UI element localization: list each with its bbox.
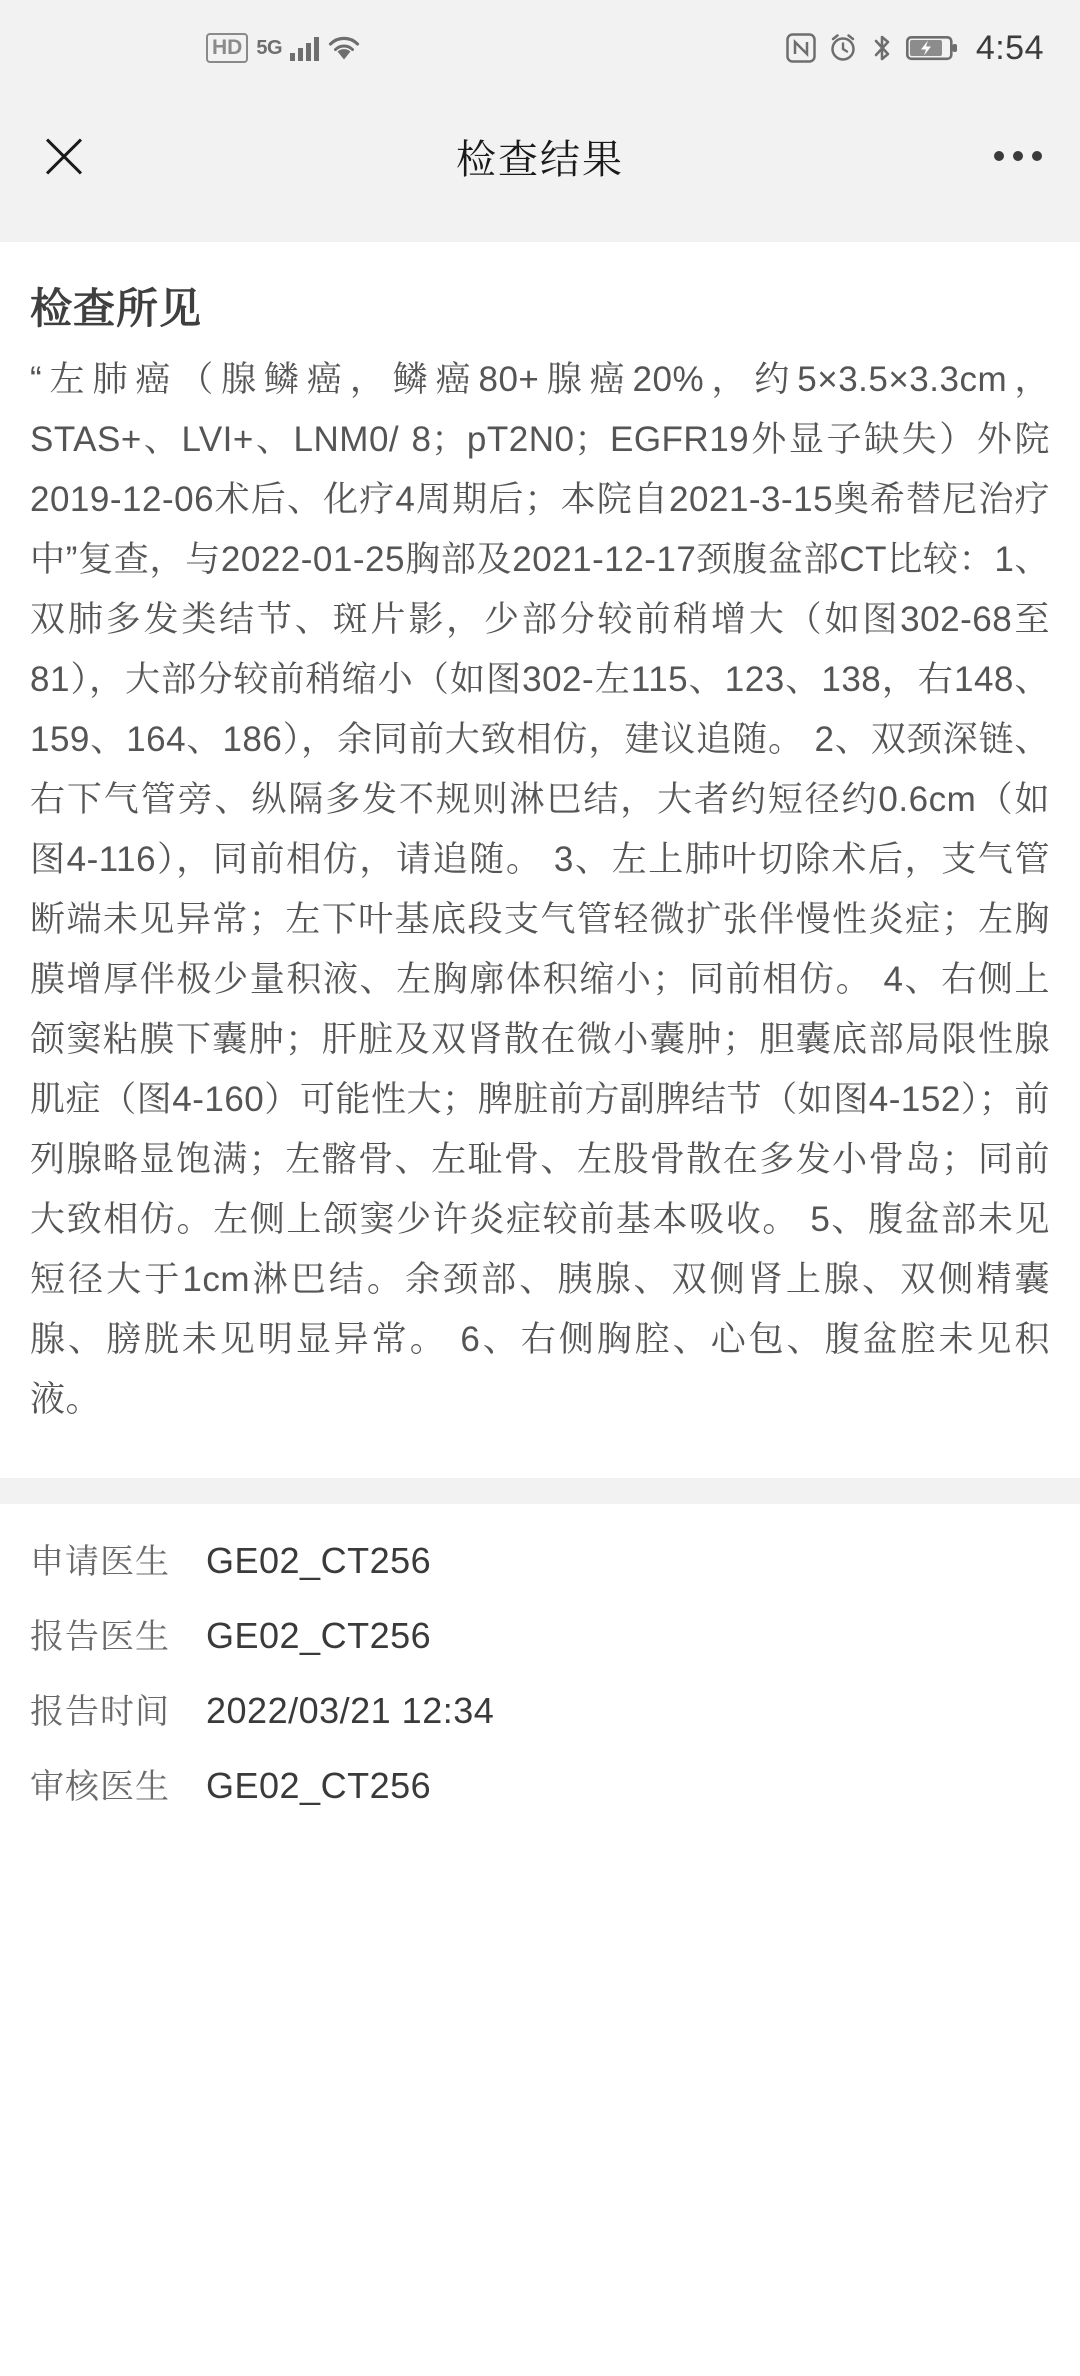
table-row [30, 1684, 1050, 1733]
wifi-icon [327, 34, 361, 62]
hd-icon: HD [206, 33, 248, 63]
network-type-label: 5G [256, 36, 283, 59]
report-meta-section [0, 1504, 1080, 1808]
signal-icon [290, 35, 319, 61]
report-heading: 检查所见 [30, 285, 203, 332]
table-row [30, 1759, 1050, 1808]
bluetooth-icon [870, 33, 894, 63]
status-bar-left-icons [206, 33, 361, 63]
meta-label: 报告医生 [30, 1618, 170, 1656]
table-row [30, 1534, 1050, 1583]
nfc-icon [786, 33, 816, 63]
meta-label: 报告时间 [30, 1693, 170, 1731]
status-bar-clock: 4:54 [975, 28, 1044, 67]
meta-value: GE02_CT256 [206, 1615, 432, 1656]
footer-divider [0, 1478, 1080, 1504]
table-row [30, 1609, 1050, 1658]
alarm-icon [828, 33, 858, 63]
section-divider [0, 216, 1080, 242]
meta-value: 2022/03/21 12:34 [206, 1690, 495, 1731]
close-icon[interactable] [34, 126, 94, 186]
meta-value: GE02_CT256 [206, 1765, 432, 1806]
report-body-text: “左肺癌（腺鳞癌，鳞癌80+腺癌20%，约5×3.5×3.3cm，STAS+、LVI+、LNM0/ 8；pT2N0；EGFR19外显子缺失）外院2019-12-06术后、化疗4周期后；本院自2021-3-15奥希替尼治疗中”复查，与2022-01-25胸部及2021-12-17颈腹盆部CT比较：1、双肺多发类结节、斑片影，少部分较前稍增大（如图302-68至81），大部分较前稍缩小（如图302-左115、123、138，右148、159、164、186），余同前大致相仿，建议追随。 2、双颈深链、右下气管旁、纵隔多发不规则淋巴结，大者约短径约0.6cm（如图4-116），同前相仿，请追随。 3、左上肺叶切除术后，支气管断端未见异常；左下叶基底段支气管轻微扩张伴慢性炎症；左胸膜增厚伴极少量积液、左胸廓体积缩小；同前相仿。 4、右侧上颌窦粘膜下囊肿；肝脏及双肾散在微小囊肿；胆囊底部局限性腺肌症（图4-160）可能性大；脾脏前方副脾结节（如图4-152）；前列腺略显饱满；左髂骨、左耻骨、左股骨散在多发小骨岛；同前大致相仿。左侧上颌窦少许炎症较前基本吸收。 5、腹盆部未见短径大于1cm淋巴结。余颈部、胰腺、双侧肾上腺、双侧精囊腺、膀胱未见明显异常。 6、右侧胸腔、心包、腹盆腔未见积液。 [30, 360, 1051, 1419]
more-options-icon[interactable] [990, 141, 1046, 171]
title-bar [0, 96, 1080, 216]
meta-label: 申请医生 [30, 1543, 170, 1581]
report-section [0, 242, 1080, 1430]
status-bar [0, 0, 1080, 96]
battery-charging-icon [906, 34, 958, 62]
meta-label: 审核医生 [30, 1768, 170, 1806]
status-bar-right-icons [786, 29, 1044, 68]
page-title: 检查结果 [456, 137, 624, 182]
meta-value: GE02_CT256 [206, 1540, 432, 1581]
